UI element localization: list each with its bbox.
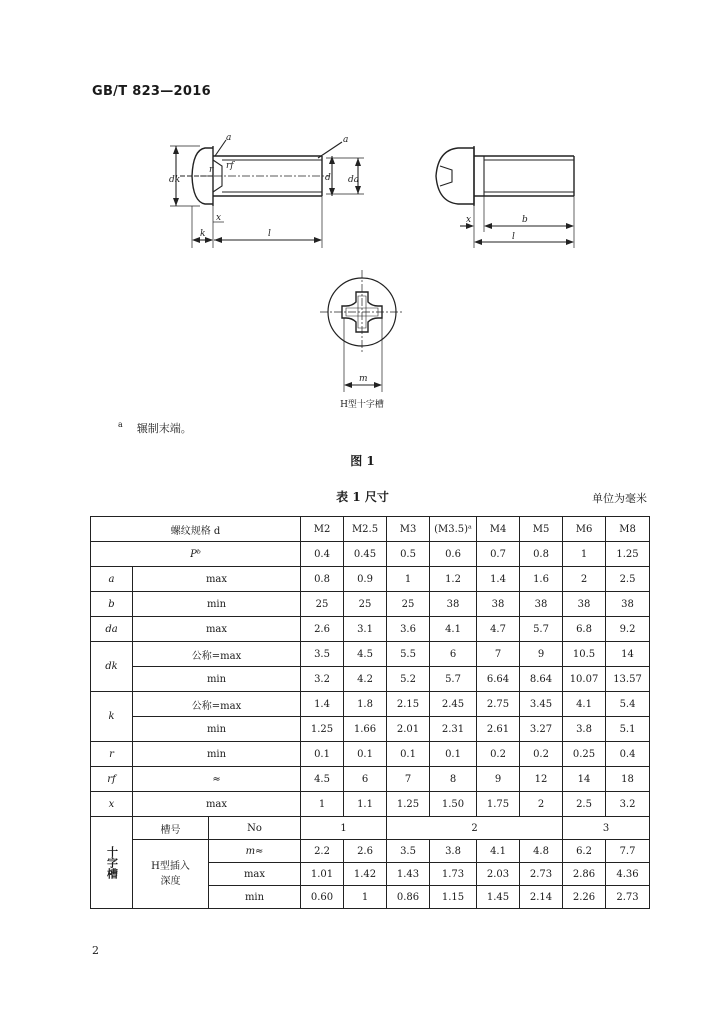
value-cell: 5.1 [606, 717, 650, 742]
value-cell: 6 [344, 767, 387, 792]
value-cell: 3.2 [606, 792, 650, 817]
table-row [91, 717, 650, 742]
value-cell: 1.25 [606, 542, 650, 567]
value-cell: 5.4 [606, 692, 650, 717]
label-k: k [200, 229, 206, 239]
value-cell: 2 [563, 567, 606, 592]
value-cell: 0.1 [430, 742, 477, 767]
screw-drawing [0, 0, 725, 420]
value-cell: 2.03 [477, 863, 520, 886]
value-cell: 2.15 [387, 692, 430, 717]
value-cell: 6 [430, 642, 477, 667]
value-cell: 38 [520, 592, 563, 617]
label-l-left: l [268, 229, 271, 239]
value-cell: 1.4 [477, 567, 520, 592]
table-row [91, 792, 650, 817]
value-cell: 2.26 [563, 886, 606, 909]
value-cell: 1.1 [344, 792, 387, 817]
value-cell: 3.45 [520, 692, 563, 717]
value-cell: 2.5 [606, 567, 650, 592]
value-cell: 13.57 [606, 667, 650, 692]
value-cell: 1 [344, 886, 387, 909]
value-cell: 1.6 [520, 567, 563, 592]
value-cell: 4.36 [606, 863, 650, 886]
slot-number: 1 [301, 817, 387, 840]
value-cell: 2.73 [520, 863, 563, 886]
value-cell: 1.75 [477, 792, 520, 817]
value-cell: 38 [430, 592, 477, 617]
size-header: M2.5 [344, 517, 387, 542]
value-cell: 7 [477, 642, 520, 667]
value-cell: 10.07 [563, 667, 606, 692]
value-cell: 0.1 [301, 742, 344, 767]
value-cell: 1.45 [477, 886, 520, 909]
condition-cell: max [209, 863, 301, 886]
value-cell: 3.5 [301, 642, 344, 667]
label-rf: rf [226, 161, 234, 171]
value-cell: 0.1 [344, 742, 387, 767]
symbol-cell: x [91, 792, 133, 817]
figure-caption: 图 1 [350, 454, 375, 468]
recess-caption: H型十字槽 [340, 400, 384, 410]
recess-group-label: 十字槽 [91, 817, 133, 909]
footnote-text: 辗制末端。 [136, 422, 192, 435]
value-cell: 0.25 [563, 742, 606, 767]
value-cell: 1.73 [430, 863, 477, 886]
condition-cell: ≈ [133, 767, 301, 792]
label-dk: dk [169, 175, 181, 185]
value-cell: 1 [387, 567, 430, 592]
value-cell: 2.86 [563, 863, 606, 886]
label-b: b [522, 215, 528, 225]
label-d: d [325, 173, 331, 183]
value-cell: 25 [344, 592, 387, 617]
table-row [91, 692, 650, 717]
table-row [91, 517, 650, 542]
table-row [91, 667, 650, 692]
value-cell: 0.5 [387, 542, 430, 567]
value-cell: 7 [387, 767, 430, 792]
value-cell: 2.01 [387, 717, 430, 742]
label-a-end: a [343, 135, 349, 145]
value-cell: 2.2 [301, 840, 344, 863]
label-r: r [209, 165, 214, 175]
value-cell: 6.2 [563, 840, 606, 863]
table-row [91, 767, 650, 792]
page-number: 2 [92, 944, 99, 957]
table-title: 表 1 尺寸 [336, 490, 389, 504]
label-x: x [216, 213, 222, 223]
table-row [91, 742, 650, 767]
value-cell: 5.7 [430, 667, 477, 692]
pitch-label: Pᵇ [91, 542, 301, 567]
value-cell: 0.60 [301, 886, 344, 909]
value-cell: 1 [563, 542, 606, 567]
size-header: M6 [563, 517, 606, 542]
value-cell: 2.61 [477, 717, 520, 742]
label-m: m [359, 374, 368, 384]
footnote [118, 420, 192, 436]
value-cell: 9 [520, 642, 563, 667]
label-x-right: x [466, 215, 472, 225]
table-row [91, 617, 650, 642]
value-cell: 1.2 [430, 567, 477, 592]
value-cell: 0.8 [520, 542, 563, 567]
value-cell: 4.5 [301, 767, 344, 792]
standard-code: GB/T 823—2016 [92, 84, 211, 99]
value-cell: 4.2 [344, 667, 387, 692]
value-cell: 3.6 [387, 617, 430, 642]
symbol-cell: r [91, 742, 133, 767]
value-cell: 25 [387, 592, 430, 617]
condition-cell: max [133, 567, 301, 592]
slot-number: 2 [387, 817, 563, 840]
symbol-cell: rf [91, 767, 133, 792]
value-cell: 4.1 [563, 692, 606, 717]
value-cell: 0.4 [606, 742, 650, 767]
value-cell: 4.5 [344, 642, 387, 667]
value-cell: 8.64 [520, 667, 563, 692]
value-cell: 3.1 [344, 617, 387, 642]
value-cell: 38 [477, 592, 520, 617]
value-cell: 0.45 [344, 542, 387, 567]
value-cell: 2.45 [430, 692, 477, 717]
value-cell: 0.2 [520, 742, 563, 767]
value-cell: 5.5 [387, 642, 430, 667]
size-header: M5 [520, 517, 563, 542]
condition-cell: min [209, 886, 301, 909]
value-cell: 1.42 [344, 863, 387, 886]
table-row [91, 592, 650, 617]
value-cell: 4.1 [430, 617, 477, 642]
condition-cell: 公称=max [133, 692, 301, 717]
table-unit: 单位为毫米 [592, 492, 647, 505]
value-cell: 1.25 [301, 717, 344, 742]
value-cell: 0.86 [387, 886, 430, 909]
slot-number: 3 [563, 817, 650, 840]
value-cell: 1.66 [344, 717, 387, 742]
value-cell: 9 [477, 767, 520, 792]
table-row [91, 817, 650, 840]
value-cell: 6.64 [477, 667, 520, 692]
value-cell: 4.1 [477, 840, 520, 863]
value-cell: 2 [520, 792, 563, 817]
depth-label: H型插入深度 [133, 840, 209, 909]
table-row [91, 542, 650, 567]
condition-cell: 公称=max [133, 642, 301, 667]
size-header: M3 [387, 517, 430, 542]
table-row [91, 840, 650, 863]
value-cell: 12 [520, 767, 563, 792]
footnote-mark: a [118, 420, 123, 430]
value-cell: 1.15 [430, 886, 477, 909]
value-cell: 2.6 [344, 840, 387, 863]
label-l-right: l [512, 232, 515, 242]
value-cell: 0.6 [430, 542, 477, 567]
condition-cell: m≈ [209, 840, 301, 863]
value-cell: 38 [606, 592, 650, 617]
no-label: No [209, 817, 301, 840]
symbol-cell: dk [91, 642, 133, 692]
symbol-cell: b [91, 592, 133, 617]
value-cell: 3.8 [430, 840, 477, 863]
value-cell: 1.25 [387, 792, 430, 817]
condition-cell: min [133, 717, 301, 742]
value-cell: 3.27 [520, 717, 563, 742]
value-cell: 2.73 [606, 886, 650, 909]
header-thread-size: 螺纹规格 d [91, 517, 301, 542]
value-cell: 25 [301, 592, 344, 617]
value-cell: 2.75 [477, 692, 520, 717]
value-cell: 4.8 [520, 840, 563, 863]
value-cell: 0.8 [301, 567, 344, 592]
value-cell: 0.9 [344, 567, 387, 592]
table-row [91, 567, 650, 592]
condition-cell: min [133, 742, 301, 767]
value-cell: 6.8 [563, 617, 606, 642]
value-cell: 10.5 [563, 642, 606, 667]
size-header: M8 [606, 517, 650, 542]
value-cell: 1.01 [301, 863, 344, 886]
condition-cell: max [133, 792, 301, 817]
symbol-cell: da [91, 617, 133, 642]
value-cell: 4.7 [477, 617, 520, 642]
table-row [91, 642, 650, 667]
value-cell: 18 [606, 767, 650, 792]
value-cell: 8 [430, 767, 477, 792]
label-a: a [226, 133, 232, 143]
value-cell: 3.5 [387, 840, 430, 863]
label-da: da [348, 175, 360, 185]
size-header: (M3.5)ᵃ [430, 517, 477, 542]
condition-cell: min [133, 592, 301, 617]
value-cell: 1.4 [301, 692, 344, 717]
value-cell: 3.8 [563, 717, 606, 742]
value-cell: 5.7 [520, 617, 563, 642]
size-header: M4 [477, 517, 520, 542]
value-cell: 7.7 [606, 840, 650, 863]
value-cell: 2.14 [520, 886, 563, 909]
value-cell: 2.5 [563, 792, 606, 817]
value-cell: 2.6 [301, 617, 344, 642]
value-cell: 0.4 [301, 542, 344, 567]
value-cell: 0.7 [477, 542, 520, 567]
value-cell: 1.43 [387, 863, 430, 886]
symbol-cell: k [91, 692, 133, 742]
value-cell: 1.50 [430, 792, 477, 817]
size-header: M2 [301, 517, 344, 542]
condition-cell: min [133, 667, 301, 692]
dimension-table [90, 516, 650, 909]
value-cell: 14 [606, 642, 650, 667]
value-cell: 1.8 [344, 692, 387, 717]
value-cell: 38 [563, 592, 606, 617]
value-cell: 0.1 [387, 742, 430, 767]
value-cell: 2.31 [430, 717, 477, 742]
symbol-cell: a [91, 567, 133, 592]
value-cell: 5.2 [387, 667, 430, 692]
value-cell: 1 [301, 792, 344, 817]
value-cell: 3.2 [301, 667, 344, 692]
value-cell: 9.2 [606, 617, 650, 642]
value-cell: 0.2 [477, 742, 520, 767]
value-cell: 14 [563, 767, 606, 792]
slot-label: 槽号 [133, 817, 209, 840]
condition-cell: max [133, 617, 301, 642]
